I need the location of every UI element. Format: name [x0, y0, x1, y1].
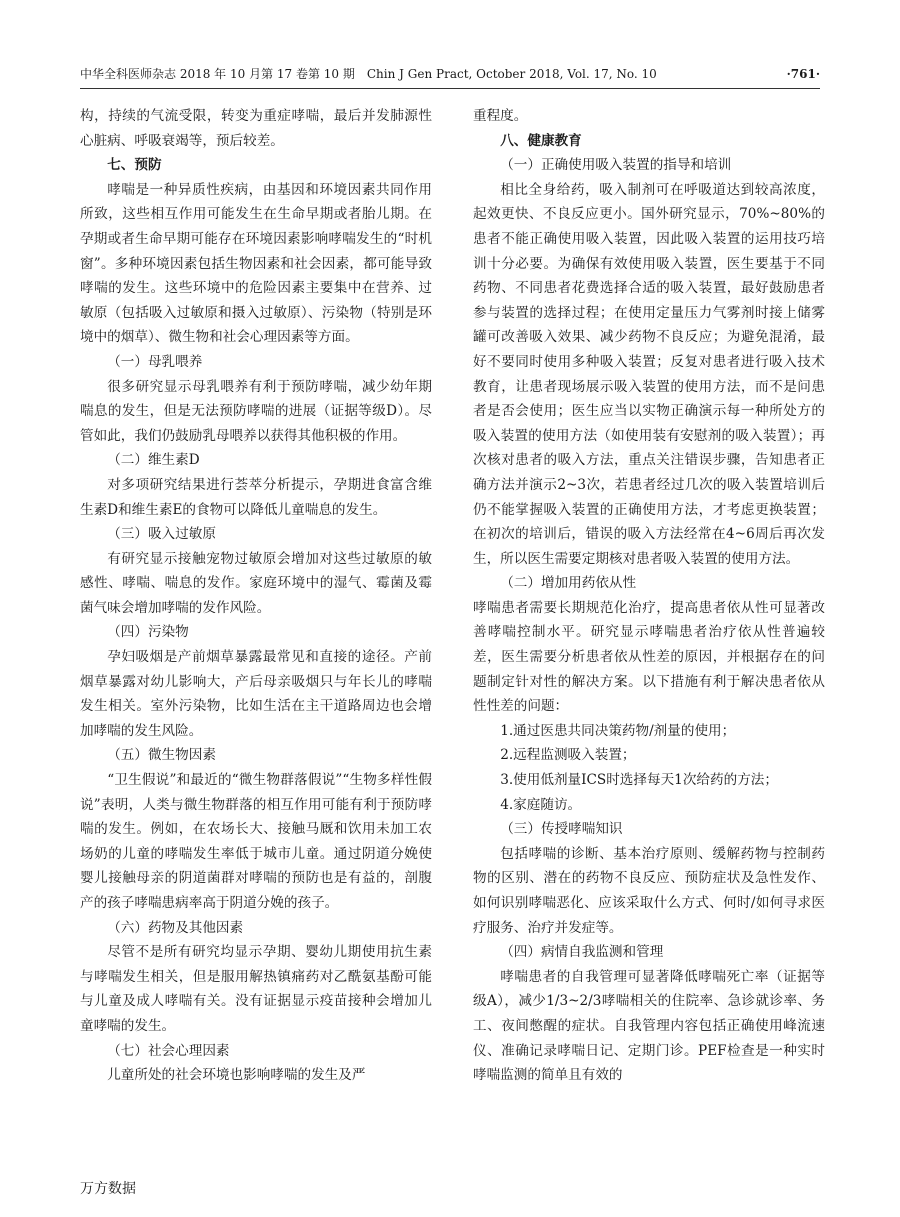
body-paragraph: 尽管不是所有研究均显示孕期、婴幼儿期使用抗生素与哮喘发生相关，但是服用解热镇痛药对乙酰氨基酚可能与儿童及成人哮喘有关。没有证据显示疫苗接种会增加儿童哮喘的发生。 — [80, 944, 432, 1034]
body-paragraph: “卫生假说”和最近的“微生物群落假说”“生物多样性假说”表明，人类与微生物群落的相互作用可能有利于预防哮喘的发生。例如，在农场长大、接触马厩和饮用未加工农场奶的儿童的哮喘发生率低于城市儿童。通过阴道分娩使婴儿接触母亲的阴道菌群对哮喘的预防也是有益的，剖腹产的孩子哮喘患病率高于阴道分娩的孩子。 — [80, 772, 432, 911]
subsection-heading: （四）污染物 — [107, 624, 189, 641]
subsection-heading: （二）维生素D — [107, 452, 200, 469]
body-paragraph: 对多项研究结果进行荟萃分析提示，孕期进食富含维生素D和维生素E的食物可以降低儿童喘息的发生。 — [80, 476, 432, 518]
right-column — [473, 104, 825, 1088]
body-paragraph: 3.使用低剂量ICS时选择每天1次给药的方法； — [500, 772, 778, 789]
page-number: ·761· — [786, 67, 820, 81]
subsection-heading: （二）增加用药依从性 — [500, 575, 637, 592]
subsection-heading: （七）社会心理因素 — [107, 1042, 230, 1059]
body-paragraph: 哮喘患者需要长期规范化治疗，提高患者依从性可显著改善哮喘控制水平。研究显示哮喘患者治疗依从性普遍较差，医生需要分析患者依从性差的原因，并根据存在的问题制定针对性的解决方案。以下措施有利于解决患者依从性性差的问题： — [473, 599, 825, 715]
subsection-heading: 4.家庭随访。 — [500, 796, 582, 813]
body-paragraph: 相比全身给药，吸入制剂可在呼吸道达到较高浓度，起效更快、不良反应更小。国外研究显示，70%~80%的患者不能正确使用吸入装置，因此吸入装置的运用技巧培训十分必要。为确保有效使用吸入装置，医生要基于不同药物、不同患者花费选择合适的吸入装置，最好鼓励患者参与装置的选择过程；在使用定量压力气雾剂时接上储雾罐可改善吸入效果、减少药物不良反应；为避免混淆，最好不要同时使用多种吸入装置；反复对患者进行吸入技术教育，让患者现场展示吸入装置的使用方法，而不是问患者是否会使用；医生应当以实物正确演示每一种所处方的吸入装置的使用方法（如使用装有安慰剂的吸入装置）；再次核对患者的吸入方法，重点关注错误步骤，告知患者正确方法并演示2~3次，若患者经过几次的吸入装置培训后仍不能掌握吸入装置的正确使用方法，才考虑更换装置；在初次的培训后，错误的吸入方法经常在4~6周后再次发生，所以医生需要定期核对患者吸入装置的使用方法。 — [473, 181, 825, 567]
journal-citation: 中华全科医师杂志 2018 年 10 月第 17 卷第 10 期 Chin J Gen Pract, October 2018, Vol. 17, No. 10 — [80, 67, 657, 81]
subsection-heading: （六）药物及其他因素 — [107, 919, 244, 936]
subsection-heading: （四）病情自我监测和管理 — [500, 944, 664, 961]
subsection-heading: 1.通过医患共同决策药物/剂量的使用； — [500, 722, 736, 739]
left-column — [80, 104, 432, 1088]
subsection-heading: （五）微生物因素 — [107, 747, 216, 764]
subsection-heading: （三）吸入过敏原 — [107, 526, 216, 543]
footer-watermark: 万方数据 — [80, 1181, 136, 1197]
subsection-heading: （一）母乳喂养 — [107, 353, 203, 370]
body-paragraph: 构，持续的气流受限，转变为重症哮喘，最后并发肺源性心脏病、呼吸衰竭等，预后较差。 — [80, 108, 432, 149]
body-paragraph: 孕妇吸烟是产前烟草暴露最常见和直接的途径。产前烟草暴露对幼儿影响大，产后母亲吸烟只与年长儿的哮喘发生相关。室外污染物，比如生活在主干道路周边也会增加哮喘的发生风险。 — [80, 649, 432, 739]
body-paragraph: 包括哮喘的诊断、基本治疗原则、缓解药物与控制药物的区别、潜在的药物不良反应、预防症状及急性发作、如何识别哮喘恶化、应该采取什么方式、何时/如何寻求医疗服务、治疗并发症等。 — [473, 845, 825, 936]
header-rule — [80, 88, 820, 89]
section-heading: 八、健康教育 — [500, 132, 582, 149]
body-paragraph: 儿童所处的社会环境也影响哮喘的发生及严 — [107, 1067, 366, 1084]
section-heading: 七、预防 — [107, 157, 162, 174]
subsection-heading: （一）正确使用吸入装置的指导和培训 — [500, 157, 732, 174]
body-paragraph: 有研究显示接触宠物过敏原会增加对这些过敏原的敏感性、哮喘、喘息的发作。家庭环境中的湿气、霉菌及霉菌气味会增加哮喘的发作风险。 — [80, 550, 432, 616]
running-header — [80, 64, 820, 84]
body-paragraph: 哮喘是一种异质性疾病，由基因和环境因素共同作用所致，这些相互作用可能发生在生命早期或者胎儿期。在孕期或者生命早期可能存在环境因素影响哮喘发生的“时机窗”。多种环境因素包括生物因素和社会因素，都可能导致哮喘的发生。这些环境中的危险因素主要集中在营养、过敏原（包括吸入过敏原和摄入过敏原）、污染物（特别是环境中的烟草）、微生物和社会心理因素等方面。 — [80, 181, 432, 346]
subsection-heading: （三）传授哮喘知识 — [500, 821, 623, 838]
body-paragraph: 很多研究显示母乳喂养有利于预防哮喘，减少幼年期喘息的发生，但是无法预防哮喘的进展（证据等级D）。尽管如此，我们仍鼓励乳母喂养以获得其他积极的作用。 — [80, 378, 432, 444]
body-paragraph: 重程度。 — [473, 108, 528, 124]
subsection-heading: 2.远程监测吸入装置； — [500, 747, 636, 764]
body-paragraph: 哮喘患者的自我管理可显著降低哮喘死亡率（证据等级A），减少1/3~2/3哮喘相关的住院率、急诊就诊率、务工、夜间憋醒的症状。自我管理内容包括正确使用峰流速仪、准确记录哮喘日记、定期门诊。PEF检查是一种实时哮喘监测的简单且有效的 — [473, 968, 825, 1084]
